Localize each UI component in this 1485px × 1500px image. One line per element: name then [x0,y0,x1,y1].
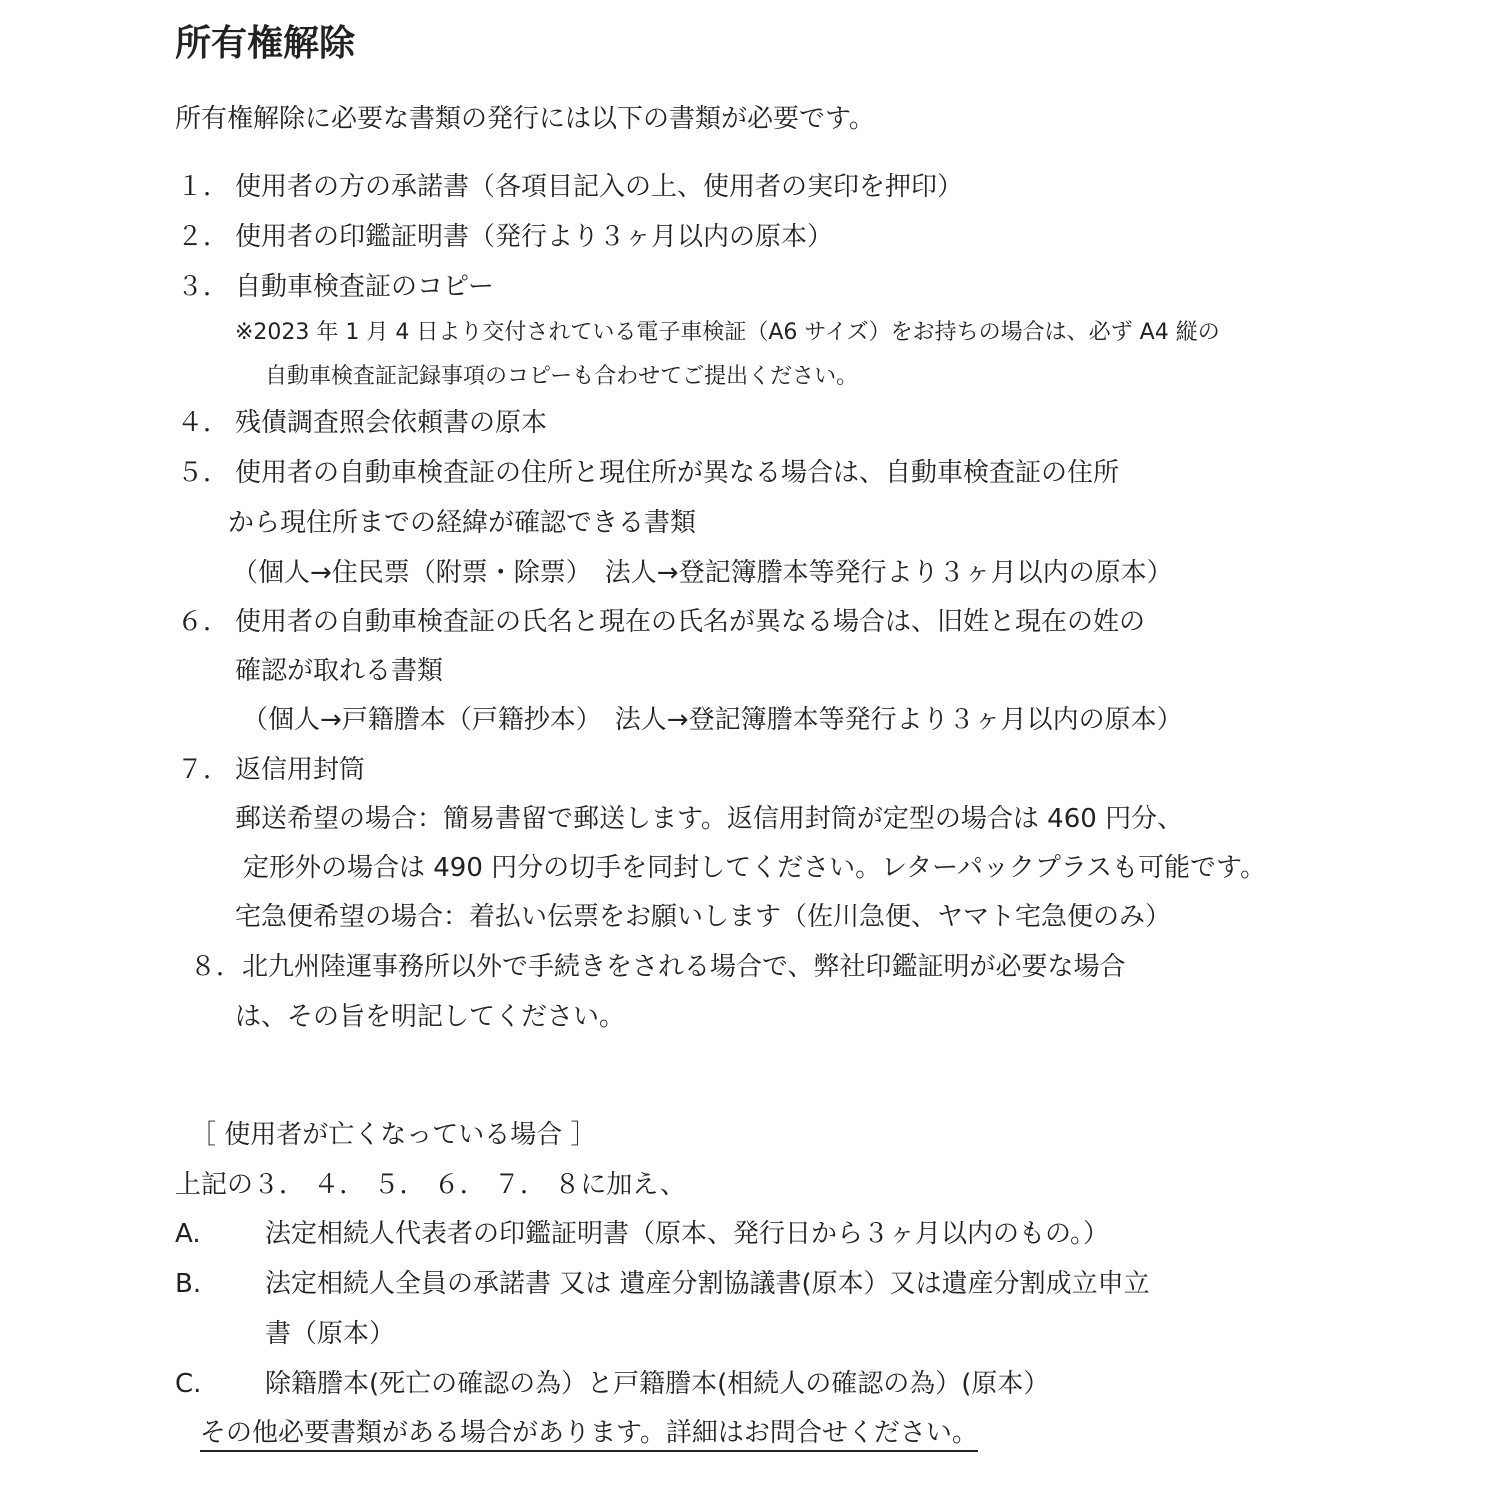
item-number: ２． [177,222,230,252]
list-item [177,605,1145,639]
item-text: 北九州陸運事務所以外で手続きをされる場合で、弊社印鑑証明が必要な場合 [242,952,1126,982]
item-continuation: 宅急便希望の場合：着払い伝票をお願いします（佐川急便、ヤマト宅急便のみ） [235,902,1172,932]
list-item [177,270,494,304]
lettered-item [175,1367,1049,1401]
item-continuation: （個人→住民票（附票・除票） 法人→登記簿謄本等発行より３ヶ月以内の原本） [232,558,1173,588]
lettered-item [175,1267,1150,1301]
section-lead: 上記の３． ４． ５． ６． ７． ８に加え、 [175,1170,686,1200]
footer-note-text: その他必要書類がある場合があります。詳細はお問合せください。 [200,1418,978,1452]
intro-text: 所有権解除に必要な書類の発行には以下の書類が必要です。 [175,104,875,134]
item-continuation: 郵送希望の場合：簡易書留で郵送します。返信用封筒が定型の場合は 460 円分、 [235,804,1184,834]
section-heading: ［ 使用者が亡くなっている場合 ］ [190,1120,597,1150]
list-item [177,406,547,440]
item-number: ５． [177,458,230,488]
item-continuation: から現住所までの経緯が確認できる書類 [228,508,697,538]
item-number: ４． [177,408,230,438]
item-text: 使用者の方の承諾書（各項目記入の上、使用者の実印を押印） [235,172,964,202]
item-text: 自動車検査証のコピー [235,272,494,302]
item-number: ８． [190,952,243,982]
item-letter: C. [175,1369,202,1399]
page-title: 所有権解除 [175,23,356,64]
item-letter: A. [175,1219,201,1249]
item-number: ７． [177,755,230,785]
list-item [190,950,1125,984]
item-text: 法定相続人代表者の印鑑証明書（原本、発行日から３ヶ月以内のもの。） [265,1219,1109,1249]
item-text: 使用者の印鑑証明書（発行より３ヶ月以内の原本） [235,222,834,252]
note-line: 自動車検査証記録事項のコピーも合わせてご提出ください。 [265,364,859,389]
lettered-item [175,1217,1109,1251]
item-continuation: 書（原本） [265,1319,396,1349]
item-continuation: は、その旨を明記してください。 [235,1002,626,1032]
list-item [177,170,963,204]
item-text: 使用者の自動車検査証の住所と現住所が異なる場合は、自動車検査証の住所 [235,458,1120,488]
item-text: 使用者の自動車検査証の氏名と現在の氏名が異なる場合は、旧姓と現在の姓の [235,607,1146,637]
item-text: 返信用封筒 [235,755,366,785]
item-continuation: 確認が取れる書類 [235,656,444,686]
item-continuation: （個人→戸籍謄本（戸籍抄本） 法人→登記簿謄本等発行より３ヶ月以内の原本） [242,705,1183,735]
item-continuation: 定形外の場合は 490 円分の切手を同封してください。レターパックプラスも可能です。 [243,853,1266,883]
note-line: ※2023 年 1 月 4 日より交付されている電子車検証（A6 サイズ）をお持ちの場合は、必ず A4 縦の [235,320,1220,345]
item-text: 除籍謄本(死亡の確認の為）と戸籍謄本(相続人の確認の為）(原本） [265,1369,1050,1399]
list-item [177,220,833,254]
item-text: 法定相続人全員の承諾書 又は 遺産分割協議書(原本）又は遺産分割成立申立 [265,1269,1150,1299]
item-text: 残債調査照会依頼書の原本 [235,408,548,438]
list-item [177,753,365,787]
list-item [177,456,1119,490]
item-number: ３． [177,272,230,302]
item-number: ６． [177,607,230,637]
item-letter: B. [175,1269,202,1299]
footer-note [200,1416,978,1450]
item-number: １． [177,172,230,202]
